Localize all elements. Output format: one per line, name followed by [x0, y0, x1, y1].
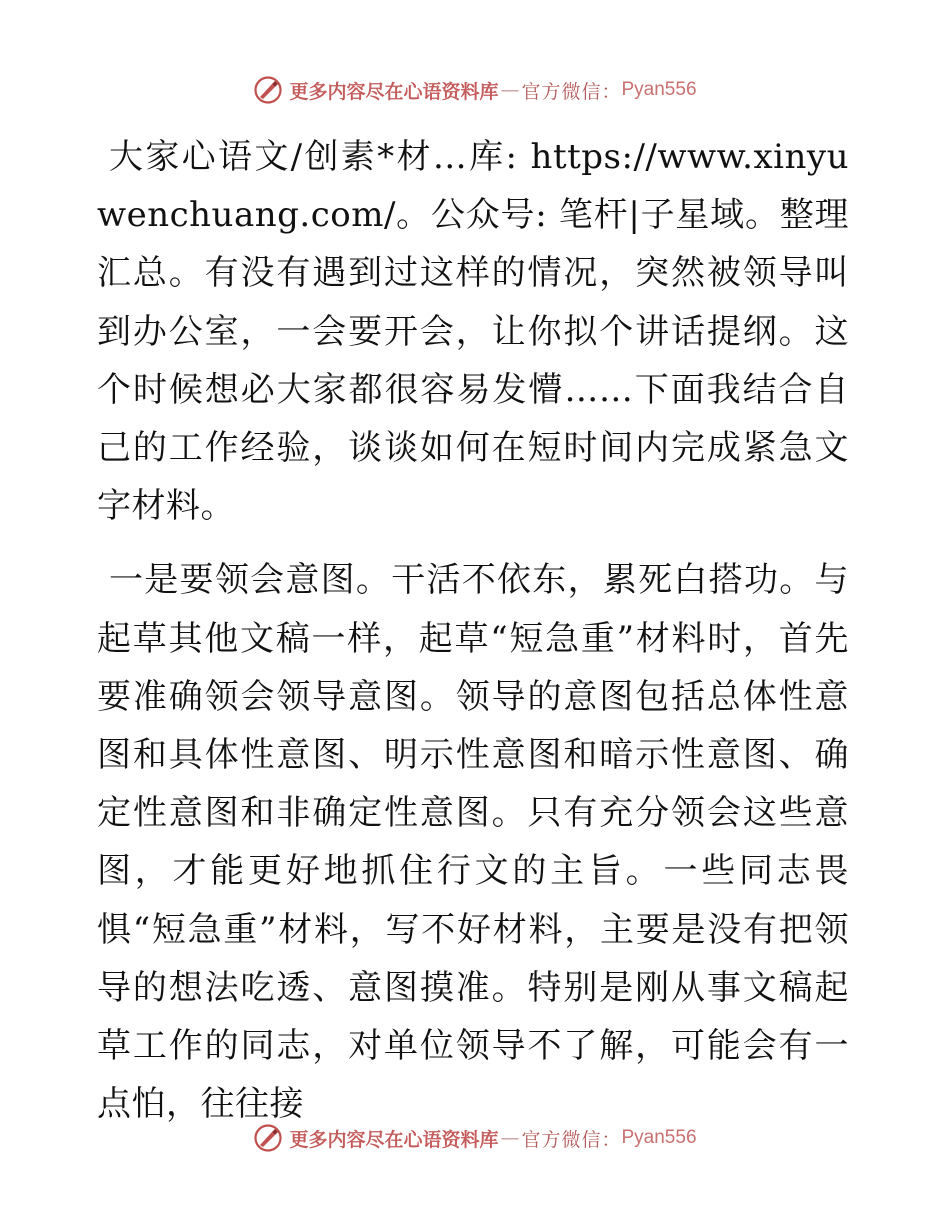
- pen-logo-icon: [253, 75, 283, 105]
- watermark-dash: —: [500, 79, 520, 101]
- footer-watermark: [0, 1118, 950, 1158]
- watermark-sub-text: 官方微信：: [521, 80, 622, 103]
- watermark-wechat-id: Pyan556: [621, 1127, 697, 1148]
- watermark-sub-text: 官方微信：: [521, 1128, 622, 1151]
- paragraph-intro: 大家心语文/创素*材…库: https://www.xinyuwenchuang.com/。公众号: 笔杆|子星域。整理汇总。有没有遇到过这样的情况，突然被领导叫到办公室，一会要开会，让你拟个讲话提纲。这个时候想必大家都很容易发懵……下面我结合自己的工作经验，谈谈如何在短时间内完成紧急文字材料。: [97, 137, 849, 527]
- pen-logo-icon: [253, 1123, 283, 1153]
- watermark-dash: —: [500, 1127, 520, 1149]
- header-watermark: [0, 70, 950, 110]
- document-body: [97, 128, 849, 1133]
- watermark-wechat-id: Pyan556: [621, 79, 697, 100]
- watermark-main-text: 更多内容尽在心语资料库: [289, 1128, 499, 1151]
- paragraph-point-one: 一是要领会意图。干活不依东，累死白搭功。与起草其他文稿一样，起草“短急重”材料时，首先要准确领会领导意图。领导的意图包括总体性意图和具体性意图、明示性意图和暗示性意图、确定性意图和非确定性意图。只有充分领会这些意图，才能更好地抓住行文的主旨。一些同志畏惧“短急重”材料，写不好材料，主要是没有把领导的想法吃透、意图摸准。特别是刚从事文稿起草工作的同志，对单位领导不了解，可能会有一点怕，往往接: [97, 560, 849, 1125]
- watermark-main-text: 更多内容尽在心语资料库: [289, 80, 499, 103]
